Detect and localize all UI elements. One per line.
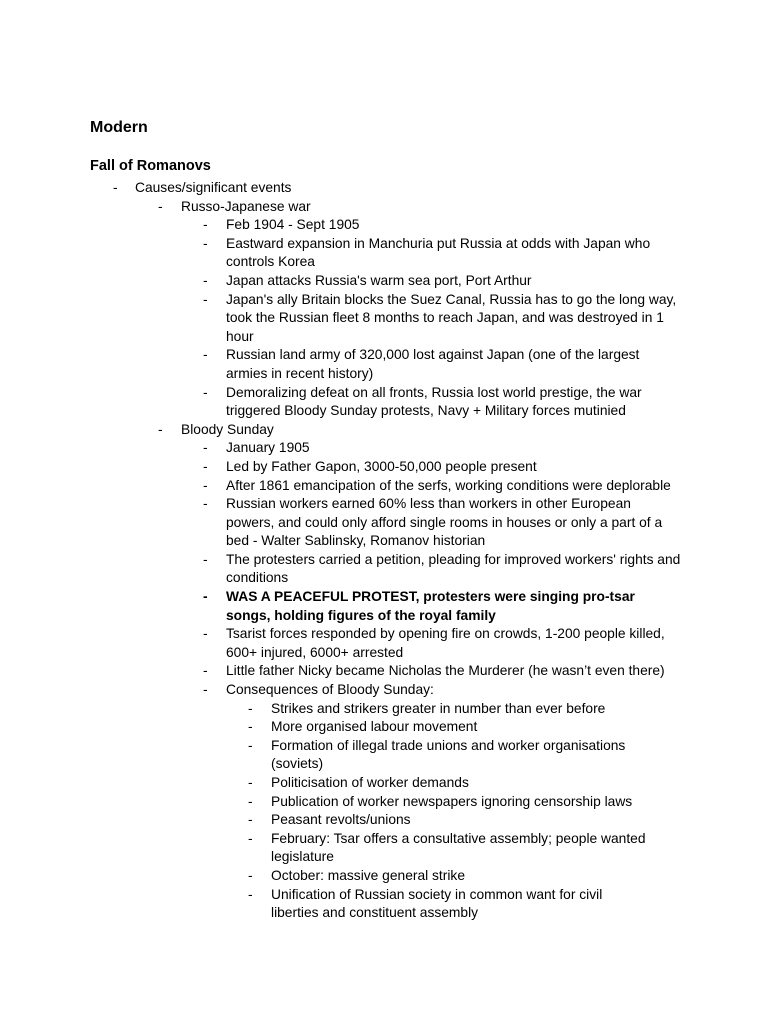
list-item [0, 291, 768, 347]
list-item-text: Politicisation of worker demands [271, 775, 469, 790]
list-item-text: WAS A PEACEFUL PROTEST, protesters were singing pro-tsar songs, holding figures of the royal family [226, 589, 635, 623]
bullet-dash: - [248, 775, 253, 790]
bullet-dash: - [248, 793, 253, 809]
list-item [0, 495, 768, 551]
list-item [0, 700, 768, 719]
bullet-dash: - [203, 496, 208, 512]
bullet-dash: - [248, 830, 253, 846]
bullet-dash: - [248, 886, 253, 902]
list-item [0, 830, 768, 867]
bullet-dash: - [203, 458, 208, 474]
list-item-text: Tsarist forces responded by opening fire on crowds, 1-200 people killed, 600+ injured, 6000+ arrested [226, 626, 665, 660]
bullet-dash: - [203, 272, 208, 288]
list-item [0, 198, 768, 217]
list-item [0, 439, 768, 458]
bullet-dash: - [203, 235, 208, 251]
list-item-text: Causes/significant events [135, 180, 292, 195]
list-item-text: January 1905 [226, 440, 310, 456]
list-item [0, 662, 768, 681]
list-item [0, 737, 768, 774]
list-item-text: Led by Father Gapon, 3000-50,000 people present [226, 458, 537, 474]
list-item-text: Unification of Russian society in common want for civil liberties and constituent assembly [271, 886, 603, 921]
list-item [0, 272, 768, 291]
list-item-text: Japan attacks Russia's warm sea port, Port Arthur [226, 272, 532, 288]
list-item [0, 774, 768, 793]
list-item-text: Feb 1904 - Sept 1905 [226, 217, 360, 233]
list-item-text: February: Tsar offers a consultative assembly; people wanted legislature [271, 830, 646, 865]
list-item [0, 867, 768, 886]
bullet-dash: - [158, 198, 163, 214]
bullet-dash: - [203, 663, 208, 679]
bullet-dash: - [203, 217, 208, 233]
bullet-dash: - [203, 477, 208, 493]
subheading-bloody-sunday: Bloody Sunday [181, 421, 274, 437]
bullet-dash: - [203, 440, 208, 456]
list-item-text: Peasant revolts/unions [271, 812, 411, 828]
list-item [0, 179, 768, 198]
list-item-text: Strikes and strikers greater in number than ever before [271, 700, 606, 716]
bullet-dash: - [248, 812, 253, 828]
bullet-dash: - [203, 551, 208, 567]
list-item-text: Russian land army of 320,000 lost against Japan (one of the largest armies in recent history) [226, 347, 640, 381]
list-item-text: Little father Nicky became Nicholas the Murderer (he wasn’t even there) [226, 663, 665, 679]
list-item-text: Eastward expansion in Manchuria put Russia at odds with Japan who controls Korea [226, 235, 651, 270]
list-item [0, 886, 768, 923]
section-heading: Fall of Romanovs [90, 158, 211, 174]
bullet-dash: - [248, 867, 253, 883]
list-item-emphasis [0, 588, 768, 625]
list-item [0, 551, 768, 588]
list-item-text: Consequences of Bloody Sunday: [226, 682, 434, 698]
list-item-text: October: massive general strike [271, 867, 465, 883]
bullet-dash: - [248, 700, 253, 716]
list-item-text: Demoralizing defeat on all fronts, Russia lost world prestige, the war triggered Bloody Sunday protests, Navy + Military forces mutinied [226, 384, 642, 419]
list-item [0, 421, 768, 440]
bullet-dash: - [203, 347, 208, 363]
list-item [0, 458, 768, 477]
list-item-text: More organised labour movement [271, 719, 478, 735]
notes-outline [0, 179, 768, 923]
list-item [0, 793, 768, 812]
list-item-text: Japan's ally Britain blocks the Suez Canal, Russia has to go the long way, took the Russian fleet 8 months to reach Japan, and was destroyed in 1 hour [226, 291, 677, 344]
list-item-text: The protesters carried a petition, pleading for improved workers' rights and conditions [226, 551, 681, 586]
list-item [0, 477, 768, 496]
bullet-dash: - [203, 682, 208, 698]
list-item-text: Russian workers earned 60% less than workers in other European powers, and could only afford single rooms in houses or only a part of a bed - Walter Sablinsky, Romanov historian [226, 496, 663, 549]
bullet-dash: - [203, 589, 208, 605]
list-item-text: Formation of illegal trade unions and worker organisations (soviets) [271, 737, 626, 772]
subheading-russo-japanese-war: Russo-Japanese war [181, 198, 311, 214]
list-item [0, 384, 768, 421]
list-item [0, 346, 768, 383]
bullet-dash: - [203, 626, 208, 642]
list-item [0, 235, 768, 272]
bullet-dash: - [158, 421, 163, 437]
bullet-dash: - [248, 737, 253, 753]
list-item-text: Publication of worker newspapers ignoring censorship laws [271, 793, 633, 809]
list-item [0, 811, 768, 830]
list-item [0, 216, 768, 235]
list-item [0, 625, 768, 662]
bullet-dash: - [248, 719, 253, 735]
bullet-dash: - [203, 384, 208, 400]
list-item-text: After 1861 emancipation of the serfs, working conditions were deplorable [226, 477, 671, 493]
page-title: Modern [90, 119, 148, 136]
bullet-dash: - [113, 180, 118, 195]
bullet-dash: - [203, 291, 208, 307]
list-item [0, 681, 768, 700]
list-item [0, 718, 768, 737]
